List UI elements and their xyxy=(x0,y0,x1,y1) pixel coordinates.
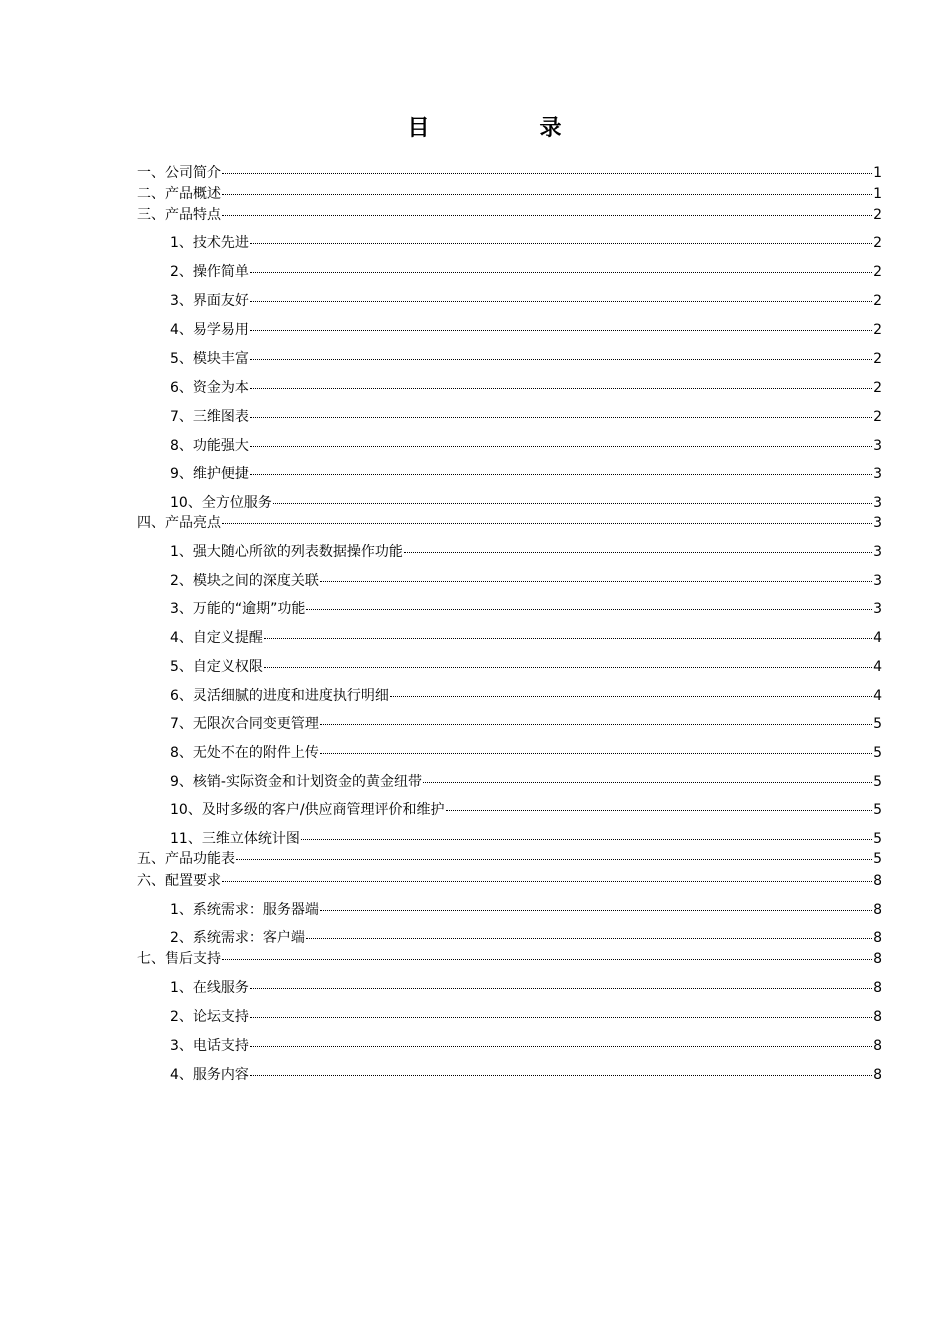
toc-entry-page: 2 xyxy=(873,293,882,309)
toc-entry-page: 3 xyxy=(873,573,882,589)
toc-entry-label: 3、电话支持 xyxy=(170,1038,249,1054)
dot-leader xyxy=(250,1017,872,1018)
dot-leader xyxy=(250,474,872,475)
toc-entry-label: 五、产品功能表 xyxy=(137,851,235,867)
toc-entry-label: 7、无限次合同变更管理 xyxy=(170,716,319,732)
toc-entry[interactable] xyxy=(170,1037,882,1055)
toc-entry[interactable] xyxy=(170,437,882,455)
toc-entry-page: 2 xyxy=(873,380,882,396)
toc-entry-label: 8、无处不在的附件上传 xyxy=(170,745,319,761)
toc-entry[interactable] xyxy=(170,494,882,512)
toc-entry-label: 2、操作简单 xyxy=(170,264,249,280)
dot-leader xyxy=(250,988,872,989)
toc-entry-page: 2 xyxy=(873,235,882,251)
toc-entry-label: 二、产品概述 xyxy=(137,186,221,202)
dot-leader xyxy=(264,638,872,639)
toc-entry[interactable] xyxy=(170,543,882,561)
toc-entry-page: 2 xyxy=(873,409,882,425)
toc-entry[interactable] xyxy=(137,950,882,968)
toc-entry-page: 4 xyxy=(873,688,882,704)
toc-entry-page: 2 xyxy=(873,351,882,367)
toc-entry-page: 4 xyxy=(873,659,882,675)
toc-entry-page: 3 xyxy=(873,495,882,511)
toc-entry[interactable] xyxy=(170,465,882,483)
toc-entry[interactable] xyxy=(170,234,882,252)
toc-entry-page: 3 xyxy=(873,438,882,454)
toc-entry[interactable] xyxy=(170,658,882,676)
dot-leader xyxy=(222,959,872,960)
dot-leader xyxy=(222,881,872,882)
toc-entry[interactable] xyxy=(170,292,882,310)
toc-entry-page: 5 xyxy=(873,831,882,847)
dot-leader xyxy=(250,330,872,331)
toc-entry[interactable] xyxy=(137,206,882,224)
dot-leader xyxy=(301,839,872,840)
toc-entry-label: 三、产品特点 xyxy=(137,207,221,223)
dot-leader xyxy=(222,523,872,524)
toc-entry[interactable] xyxy=(170,629,882,647)
toc-entry-page: 1 xyxy=(873,186,882,202)
toc-title: 目 录 xyxy=(407,116,606,141)
toc-entry-label: 4、服务内容 xyxy=(170,1067,249,1083)
dot-leader xyxy=(390,696,872,697)
toc-entry-label: 七、售后支持 xyxy=(137,951,221,967)
toc-entry[interactable] xyxy=(170,1008,882,1026)
dot-leader xyxy=(250,446,872,447)
dot-leader xyxy=(320,581,872,582)
toc-entry-label: 4、自定义提醒 xyxy=(170,630,263,646)
toc-entry-page: 4 xyxy=(873,630,882,646)
toc-entry-label: 2、系统需求：客户端 xyxy=(170,930,305,946)
toc-entry-page: 3 xyxy=(873,544,882,560)
dot-leader xyxy=(250,1046,872,1047)
toc-entry-label: 六、配置要求 xyxy=(137,873,221,889)
toc-entry-label: 6、资金为本 xyxy=(170,380,249,396)
toc-entry-label: 1、技术先进 xyxy=(170,235,249,251)
toc-entry[interactable] xyxy=(137,185,882,203)
toc-entry-page: 8 xyxy=(873,902,882,918)
toc-entry-label: 5、模块丰富 xyxy=(170,351,249,367)
toc-entry-label: 3、界面友好 xyxy=(170,293,249,309)
toc-entry[interactable] xyxy=(170,687,882,705)
dot-leader xyxy=(222,215,872,216)
dot-leader xyxy=(250,388,872,389)
dot-leader xyxy=(250,272,872,273)
toc-entry[interactable] xyxy=(170,773,882,791)
dot-leader xyxy=(273,503,872,504)
dot-leader xyxy=(250,1075,872,1076)
dot-leader xyxy=(250,301,872,302)
toc-entry-page: 8 xyxy=(873,951,882,967)
toc-entry[interactable] xyxy=(170,929,882,947)
dot-leader xyxy=(222,173,872,174)
toc-entry[interactable] xyxy=(170,379,882,397)
toc-entry-label: 9、核销-实际资金和计划资金的黄金纽带 xyxy=(170,774,422,790)
toc-entry[interactable] xyxy=(137,850,882,868)
toc-entry-label: 1、系统需求：服务器端 xyxy=(170,902,319,918)
dot-leader xyxy=(236,859,872,860)
dot-leader xyxy=(320,753,872,754)
toc-entry[interactable] xyxy=(170,1066,882,1084)
toc-entry-label: 四、产品亮点 xyxy=(137,515,221,531)
dot-leader xyxy=(306,609,872,610)
toc-entry-label: 2、论坛支持 xyxy=(170,1009,249,1025)
toc-entry-label: 10、全方位服务 xyxy=(170,495,272,511)
toc-entry-page: 5 xyxy=(873,851,882,867)
dot-leader xyxy=(250,243,872,244)
toc-entry-label: 10、及时多级的客户/供应商管理评价和维护 xyxy=(170,802,445,818)
dot-leader xyxy=(306,938,872,939)
toc-entry[interactable] xyxy=(170,408,882,426)
toc-entry[interactable] xyxy=(137,514,882,532)
toc-entry-label: 4、易学易用 xyxy=(170,322,249,338)
toc-entry[interactable] xyxy=(137,164,882,182)
toc-entry-page: 2 xyxy=(873,322,882,338)
toc-entry[interactable] xyxy=(170,715,882,733)
toc-entry[interactable] xyxy=(137,872,882,890)
dot-leader xyxy=(250,359,872,360)
toc-entry[interactable] xyxy=(170,901,882,919)
toc-entry-label: 2、模块之间的深度关联 xyxy=(170,573,319,589)
toc-entry-label: 11、三维立体统计图 xyxy=(170,831,300,847)
dot-leader xyxy=(446,810,873,811)
dot-leader xyxy=(222,194,872,195)
toc-entry-label: 3、万能的“逾期”功能 xyxy=(170,601,306,617)
dot-leader xyxy=(320,724,872,725)
toc-entry-page: 5 xyxy=(873,802,882,818)
toc-entry-label: 1、在线服务 xyxy=(170,980,249,996)
toc-entry-page: 2 xyxy=(873,264,882,280)
dot-leader xyxy=(250,417,872,418)
toc-entry-label: 8、功能强大 xyxy=(170,438,249,454)
toc-entry-page: 2 xyxy=(873,207,882,223)
toc-entry-page: 3 xyxy=(873,601,882,617)
toc-entry[interactable] xyxy=(170,572,882,590)
toc-entry-label: 5、自定义权限 xyxy=(170,659,263,675)
toc-entry-label: 一、公司简介 xyxy=(137,165,221,181)
toc-entry-page: 5 xyxy=(873,774,882,790)
toc-entry-page: 1 xyxy=(873,165,882,181)
dot-leader xyxy=(264,667,872,668)
toc-entry-page: 8 xyxy=(873,1038,882,1054)
toc-entry[interactable] xyxy=(170,350,882,368)
dot-leader xyxy=(423,782,872,783)
toc-entry-page: 3 xyxy=(873,515,882,531)
toc-entry-label: 9、维护便捷 xyxy=(170,466,249,482)
toc-entry-page: 5 xyxy=(873,745,882,761)
toc-entry-page: 8 xyxy=(873,873,882,889)
toc-entry-label: 1、强大随心所欲的列表数据操作功能 xyxy=(170,544,403,560)
dot-leader xyxy=(404,552,872,553)
toc-entry[interactable] xyxy=(170,744,882,762)
toc-entry[interactable] xyxy=(170,801,882,819)
dot-leader xyxy=(320,910,872,911)
toc-entry[interactable] xyxy=(170,263,882,281)
toc-entry-page: 3 xyxy=(873,466,882,482)
toc-entry-label: 7、三维图表 xyxy=(170,409,249,425)
toc-entry-page: 8 xyxy=(873,930,882,946)
toc-entry[interactable] xyxy=(170,979,882,997)
toc-entry[interactable] xyxy=(170,600,882,618)
toc-entry-label: 6、灵活细腻的进度和进度执行明细 xyxy=(170,688,389,704)
toc-entry-page: 8 xyxy=(873,1067,882,1083)
toc-entry-page: 8 xyxy=(873,1009,882,1025)
toc-entry-page: 5 xyxy=(873,716,882,732)
toc-entry[interactable] xyxy=(170,321,882,339)
toc-entry[interactable] xyxy=(170,830,882,848)
toc-entry-page: 8 xyxy=(873,980,882,996)
